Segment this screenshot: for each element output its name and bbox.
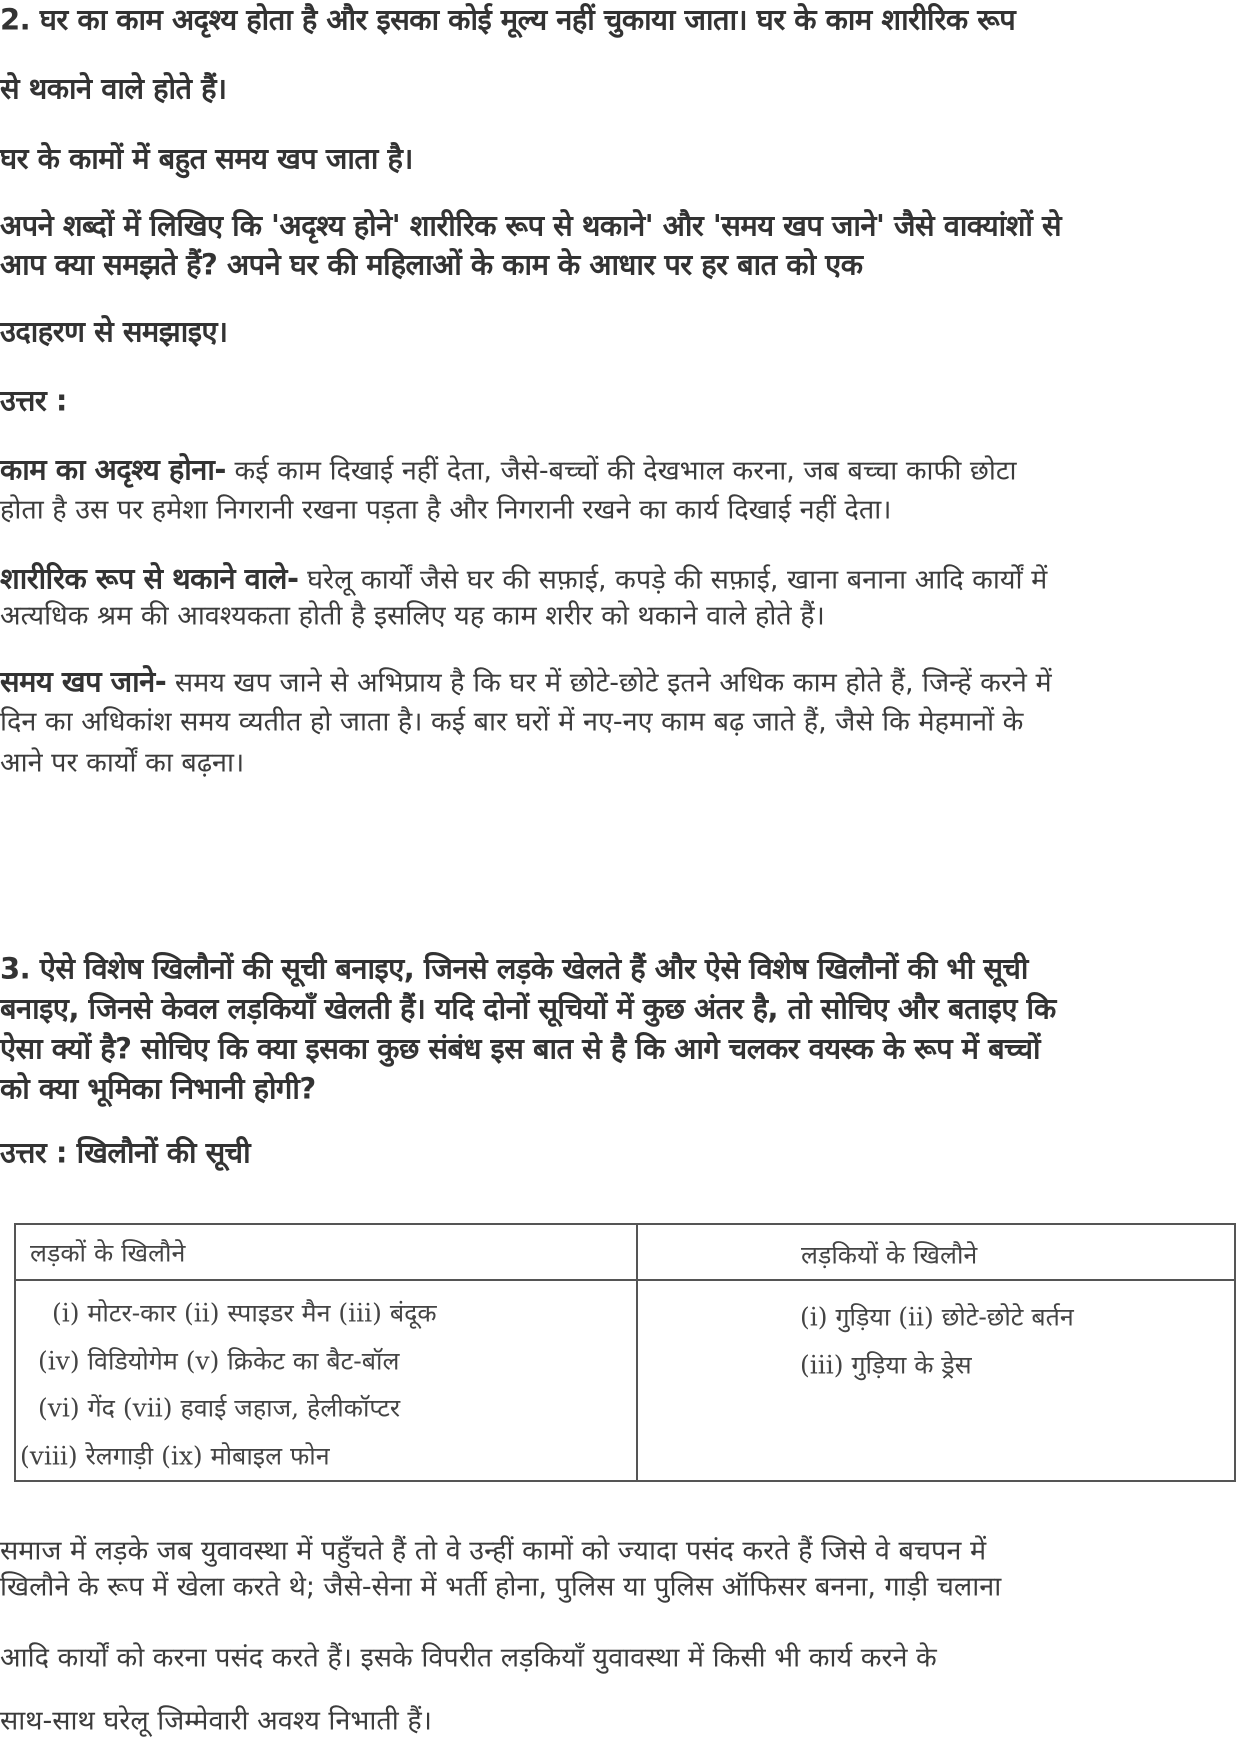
girls-toys-row: (iii) गुड़िया के ड्रेस bbox=[800, 1350, 972, 1380]
conclusion-line: आदि कार्यों को करना पसंद करते हैं। इसके विपरीत लड़कियाँ युवावस्था में किसी भी कार्य करने के bbox=[0, 1642, 937, 1674]
question-text-line: ऐसा क्यों है? सोचिए कि क्या इसका कुछ संबंध इस बात से है कि आगे चलकर वयस्क के रूप में बच्चों bbox=[0, 1031, 1041, 1066]
point-text: घरेलू कार्यों जैसे घर की सफ़ाई, कपड़े की सफ़ाई, खाना बनाना आदि कार्यों में bbox=[298, 564, 1048, 596]
column-divider bbox=[636, 1225, 638, 1480]
question-text-line: घर के कामों में बहुत समय खप जाता है। bbox=[0, 141, 413, 176]
boys-toys-row: (vi) गेंद (vii) हवाई जहाज, हेलीकॉप्टर bbox=[38, 1393, 401, 1423]
boys-toys-row: (i) मोटर-कार (ii) स्पाइडर मैन (iii) बंदूक bbox=[52, 1298, 437, 1328]
answer-label: उत्तर : खिलौनों की सूची bbox=[0, 1135, 251, 1170]
point-term: शारीरिक रूप से थकाने वाले- bbox=[0, 561, 299, 596]
answer-point bbox=[0, 664, 1052, 699]
conclusion-line: साथ-साथ घरेलू जिम्मेवारी अवश्य निभाती हैं। bbox=[0, 1705, 432, 1737]
answer-point bbox=[0, 561, 1048, 596]
question-text-line: बनाइए, जिनसे केवल लड़कियाँ खेलती हैं। यदि दोनों सूचियों में कुछ अंतर है, तो सोचिए और बताइए कि bbox=[0, 991, 1056, 1026]
question-text-line: 2. घर का काम अदृश्य होता है और इसका कोई मूल्य नहीं चुकाया जाता। घर के काम शारीरिक रूप bbox=[0, 2, 1016, 37]
conclusion-line: खिलौने के रूप में खेला करते थे; जैसे-सेना में भर्ती होना, पुलिस या पुलिस ऑफिसर बनना, गाड़ी चलाना bbox=[0, 1571, 1002, 1603]
point-text: आने पर कार्यों का बढ़ना। bbox=[0, 747, 245, 779]
header-divider bbox=[16, 1279, 1234, 1281]
question-text-line: उदाहरण से समझाइए। bbox=[0, 314, 228, 349]
answer-label: उत्तर : bbox=[0, 383, 67, 418]
point-term: समय खप जाने- bbox=[0, 664, 167, 699]
question-text-line: को क्या भूमिका निभानी होगी? bbox=[0, 1071, 316, 1106]
point-text: कई काम दिखाई नहीं देता, जैसे-बच्चों की देखभाल करना, जब बच्चा काफी छोटा bbox=[225, 455, 1017, 487]
boys-toys-row: (iv) विडियोगेम (v) क्रिकेट का बैट-बॉल bbox=[38, 1346, 400, 1376]
point-term: काम का अदृश्य होना- bbox=[0, 452, 226, 487]
header-boys-toys: लड़कों के खिलौने bbox=[30, 1238, 186, 1268]
point-text: समय खप जाने से अभिप्राय है कि घर में छोटे-छोटे इतने अधिक काम होते हैं, जिन्हें करने में bbox=[166, 667, 1052, 699]
question-text-line: आप क्या समझते हैं? अपने घर की महिलाओं के काम के आधार पर हर बात को एक bbox=[0, 247, 863, 282]
question-text-line: अपने शब्दों में लिखिए कि 'अदृश्य होने' शारीरिक रूप से थकाने' और 'समय खप जाने' जैसे वाक्यांशों से bbox=[0, 208, 1062, 243]
point-text: दिन का अधिकांश समय व्यतीत हो जाता है। कई बार घरों में नए-नए काम बढ़ जाते हैं, जैसे कि मेहमानों के bbox=[0, 706, 1024, 738]
conclusion-line: समाज में लड़के जब युवावस्था में पहुँचते हैं तो वे उन्हीं कामों को ज्यादा पसंद करते हैं जिसे वे बचपन में bbox=[0, 1535, 987, 1567]
header-girls-toys: लड़कियों के खिलौने bbox=[801, 1240, 978, 1270]
point-text: होता है उस पर हमेशा निगरानी रखना पड़ता है और निगरानी रखने का कार्य दिखाई नहीं देता। bbox=[0, 494, 892, 526]
answer-point bbox=[0, 452, 1017, 487]
toys-table bbox=[14, 1223, 1236, 1482]
question-text-line: से थकाने वाले होते हैं। bbox=[0, 71, 227, 106]
boys-toys-row: (viii) रेलगाड़ी (ix) मोबाइल फोन bbox=[20, 1441, 330, 1471]
question-text-line: 3. ऐसे विशेष खिलौनों की सूची बनाइए, जिनसे लड़के खेलते हैं और ऐसे विशेष खिलौनों की भी सूची bbox=[0, 951, 1028, 986]
point-text: अत्यधिक श्रम की आवश्यकता होती है इसलिए यह काम शरीर को थकाने वाले होते हैं। bbox=[0, 600, 825, 632]
girls-toys-row: (i) गुड़िया (ii) छोटे-छोटे बर्तन bbox=[800, 1302, 1074, 1332]
